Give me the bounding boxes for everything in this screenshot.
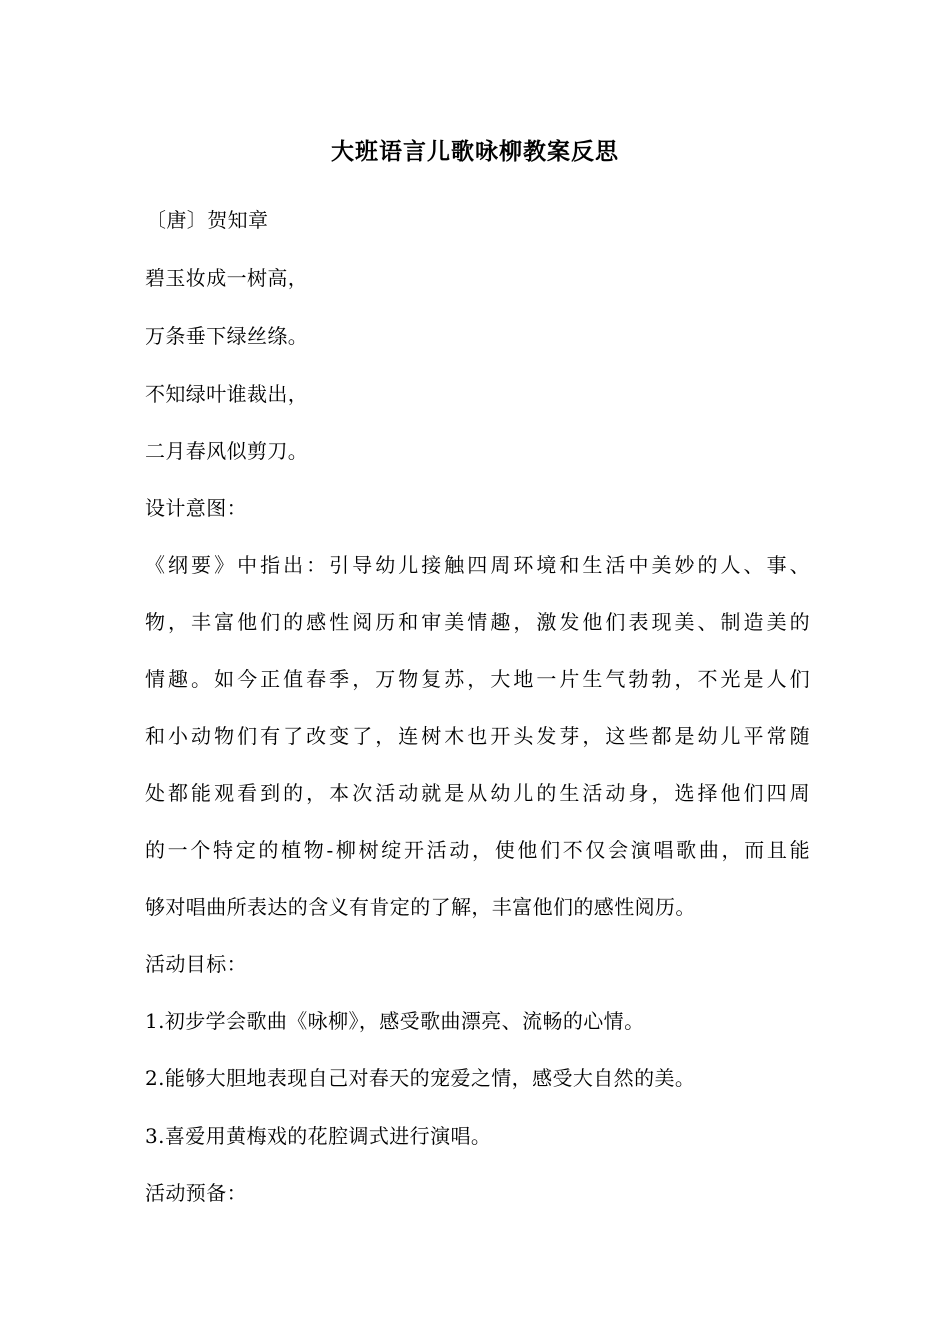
design-paragraph-line: 处都能观看到的，本次活动就是从幼儿的生活动身，选择他们四周: [145, 781, 810, 805]
poem-line: 万条垂下绿丝绦。: [145, 324, 309, 348]
design-paragraph-line: 物，丰富他们的感性阅历和审美情趣，激发他们表现美、制造美的: [145, 610, 810, 634]
document-title: 大班语言儿歌咏柳教案反思: [331, 139, 619, 165]
design-paragraph-line: 《纲要》中指出：引导幼儿接触四周环境和生活中美妙的人、事、: [145, 553, 810, 577]
goal-item: 1.初步学会歌曲《咏柳》，感受歌曲漂亮、流畅的心情。: [145, 1009, 645, 1033]
goal-item: 3.喜爱用黄梅戏的花腔调式进行演唱。: [145, 1124, 492, 1148]
design-paragraph-line: 够对唱曲所表达的含义有肯定的了解，丰富他们的感性阅历。: [145, 895, 696, 919]
poem-line: 二月春风似剪刀。: [145, 439, 309, 463]
goal-item: 2.能够大胆地表现自己对春天的宠爱之情，感受大自然的美。: [145, 1066, 696, 1090]
poem-author: 〔唐〕贺知章: [146, 208, 269, 232]
design-paragraph-line: 和小动物们有了改变了，连树木也开头发芽，这些都是幼儿平常随: [145, 724, 810, 748]
goals-heading: 活动目标：: [145, 952, 247, 976]
design-paragraph-line: 情趣。如今正值春季，万物复苏，大地一片生气勃勃，不光是人们: [145, 667, 810, 691]
design-paragraph-line: 的一个特定的植物-柳树绽开活动，使他们不仅会演唱歌曲，而且能: [145, 838, 810, 862]
poem-line: 不知绿叶谁裁出，: [145, 382, 309, 406]
prep-heading: 活动预备：: [145, 1181, 247, 1205]
design-heading: 设计意图：: [145, 496, 247, 520]
poem-line: 碧玉妆成一树高，: [145, 266, 309, 290]
